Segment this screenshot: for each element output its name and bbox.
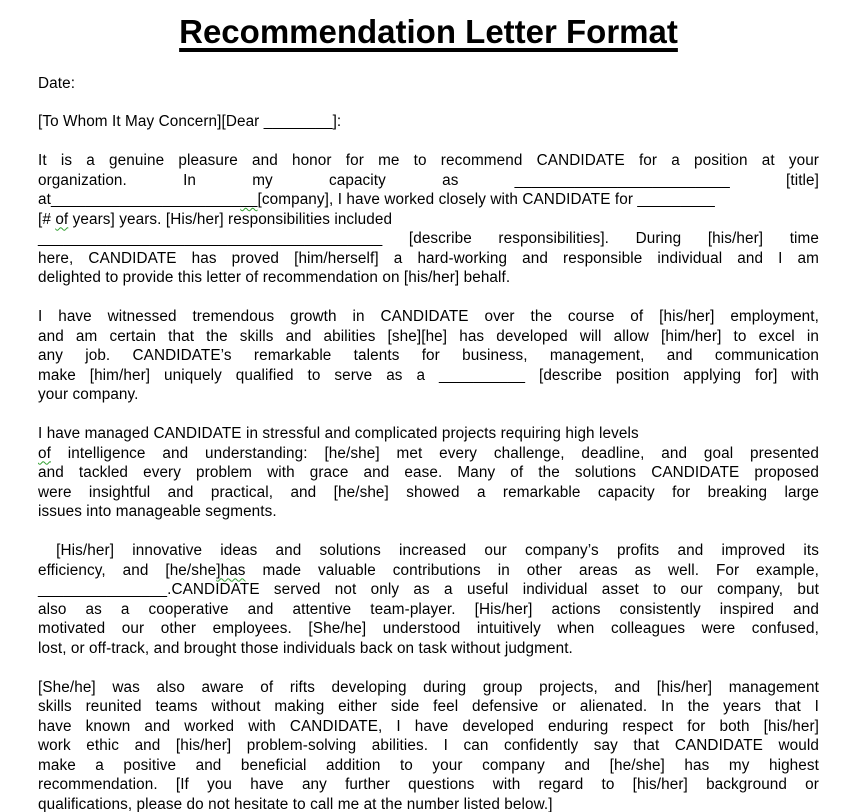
text-run: any job. CANDIDATE’s remarkable talents for business, management, and communication [38, 347, 819, 364]
text-line [38, 327, 819, 347]
text-line [38, 463, 819, 483]
text-line [38, 717, 819, 737]
document-title [38, 12, 819, 52]
paragraph [38, 678, 819, 812]
text-line [38, 385, 819, 405]
text-run: intelligence and understanding: [he/she] met every challenge, deadline, and goal presented [50, 444, 819, 462]
text-run: I have witnessed tremendous growth in CANDIDATE over the course of [his/her] employment, [38, 308, 819, 325]
text-run: qualifications, please do not hesitate to call me at the number listed below.] [38, 795, 553, 812]
text-run: were insightful and practical, and [he/she] showed a remarkable capacity for breaking large [38, 483, 819, 501]
text-run: and am certain that the skills and abilities [she][he] has developed will allow [him/her] to excel in [38, 327, 819, 345]
text-line [38, 639, 819, 659]
salutation-line: [To Whom It May Concern][Dear ________]: [38, 113, 342, 130]
paragraph [38, 424, 819, 522]
grammar-squiggle-text: of [55, 210, 69, 228]
text-run: efficiency, and [he/she [38, 561, 217, 579]
grammar-squiggle-text: ]has [216, 561, 246, 579]
text-line [38, 775, 819, 795]
text-run: I have managed CANDIDATE in stressful and complicated projects requiring high levels [38, 425, 639, 442]
text-run: make a positive and beneficial addition to your company and [he/she] has my highest [38, 756, 819, 774]
text-line [38, 171, 819, 191]
grammar-squiggle-text: __ [240, 191, 258, 208]
text-run: [# [38, 210, 56, 228]
text-line [38, 229, 819, 249]
text-line [38, 268, 819, 288]
text-run: delighted to provide this letter of recommendation on [his/her] behalf. [38, 269, 511, 286]
text-line [38, 580, 819, 600]
text-run: motivated our other employees. [She/he] understood intuitively when colleagues were confused, [38, 620, 819, 637]
text-line [38, 541, 819, 561]
text-run: _______________.CANDIDATE served not only as a useful individual asset to our company, but [38, 581, 819, 598]
text-line [38, 561, 819, 581]
text-run: made valuable contributions in other areas as well. For example, [245, 561, 819, 579]
paragraph [38, 307, 819, 405]
text-line [38, 697, 819, 717]
document-title-text: Recommendation Letter Format [179, 13, 678, 50]
text-line [38, 346, 819, 366]
letter-body [38, 151, 819, 812]
text-run: at______________________ [38, 191, 241, 208]
text-run: years] years. [His/her] responsibilities included [68, 210, 393, 228]
grammar-squiggle-text: of [38, 444, 51, 462]
text-line [38, 756, 819, 776]
text-run: recommendation. [If you have any further questions with regard to [his/her] background or [38, 776, 819, 793]
text-run: lost, or off-track, and brought those individuals back on task without judgment. [38, 639, 573, 657]
text-line [38, 678, 819, 698]
text-line [38, 483, 819, 503]
text-run: [His/her] innovative ideas and solutions increased our company’s profits and improved its [38, 542, 819, 559]
text-run: It is a genuine pleasure and honor for me to recommend CANDIDATE for a position at your [38, 152, 819, 169]
text-run: have known and worked with CANDIDATE, I have developed enduring respect for both [his/her] [38, 717, 819, 735]
text-run: also as a cooperative and attentive team-player. [His/her] actions consistently inspired and [38, 600, 819, 618]
text-line [38, 502, 819, 522]
text-run: here, CANDIDATE has proved [him/herself] a hard-working and responsible individual and I am [38, 249, 819, 267]
text-line [38, 210, 819, 230]
date-line: Date: [38, 75, 76, 92]
text-run: issues into manageable segments. [38, 503, 277, 520]
text-run: make [him/her] uniquely qualified to serve as a __________ [describe position applying for] with [38, 366, 819, 384]
text-run: skills reunited teams without making either side feel defensive or alienated. In the years that I [38, 698, 819, 715]
paragraph [38, 151, 819, 288]
text-run: [company], I have worked closely with CANDIDATE for _________ [257, 191, 715, 208]
text-line [38, 307, 819, 327]
text-line [38, 795, 819, 812]
text-line [38, 424, 819, 444]
text-line [38, 619, 819, 639]
text-line [38, 249, 819, 269]
text-run: [She/he] was also aware of rifts developing during group projects, and [his/her] management [38, 678, 819, 696]
text-line [38, 151, 819, 171]
text-run: organization. In my capacity as _________________________ [title] [38, 171, 819, 189]
text-run: work ethic and [his/her] problem-solving abilities. I can confidently say that CANDIDATE would [38, 737, 819, 754]
paragraph [38, 541, 819, 658]
text-line [38, 736, 819, 756]
text-run: ________________________________________ [describe responsibilities]. During [his/her] time [38, 230, 819, 247]
text-line [38, 366, 819, 386]
text-line [38, 444, 819, 464]
text-run: and tackled every problem with grace and ease. Many of the solutions CANDIDATE proposed [38, 464, 819, 481]
text-run: your company. [38, 386, 139, 403]
text-line [38, 190, 819, 210]
text-line [38, 600, 819, 620]
